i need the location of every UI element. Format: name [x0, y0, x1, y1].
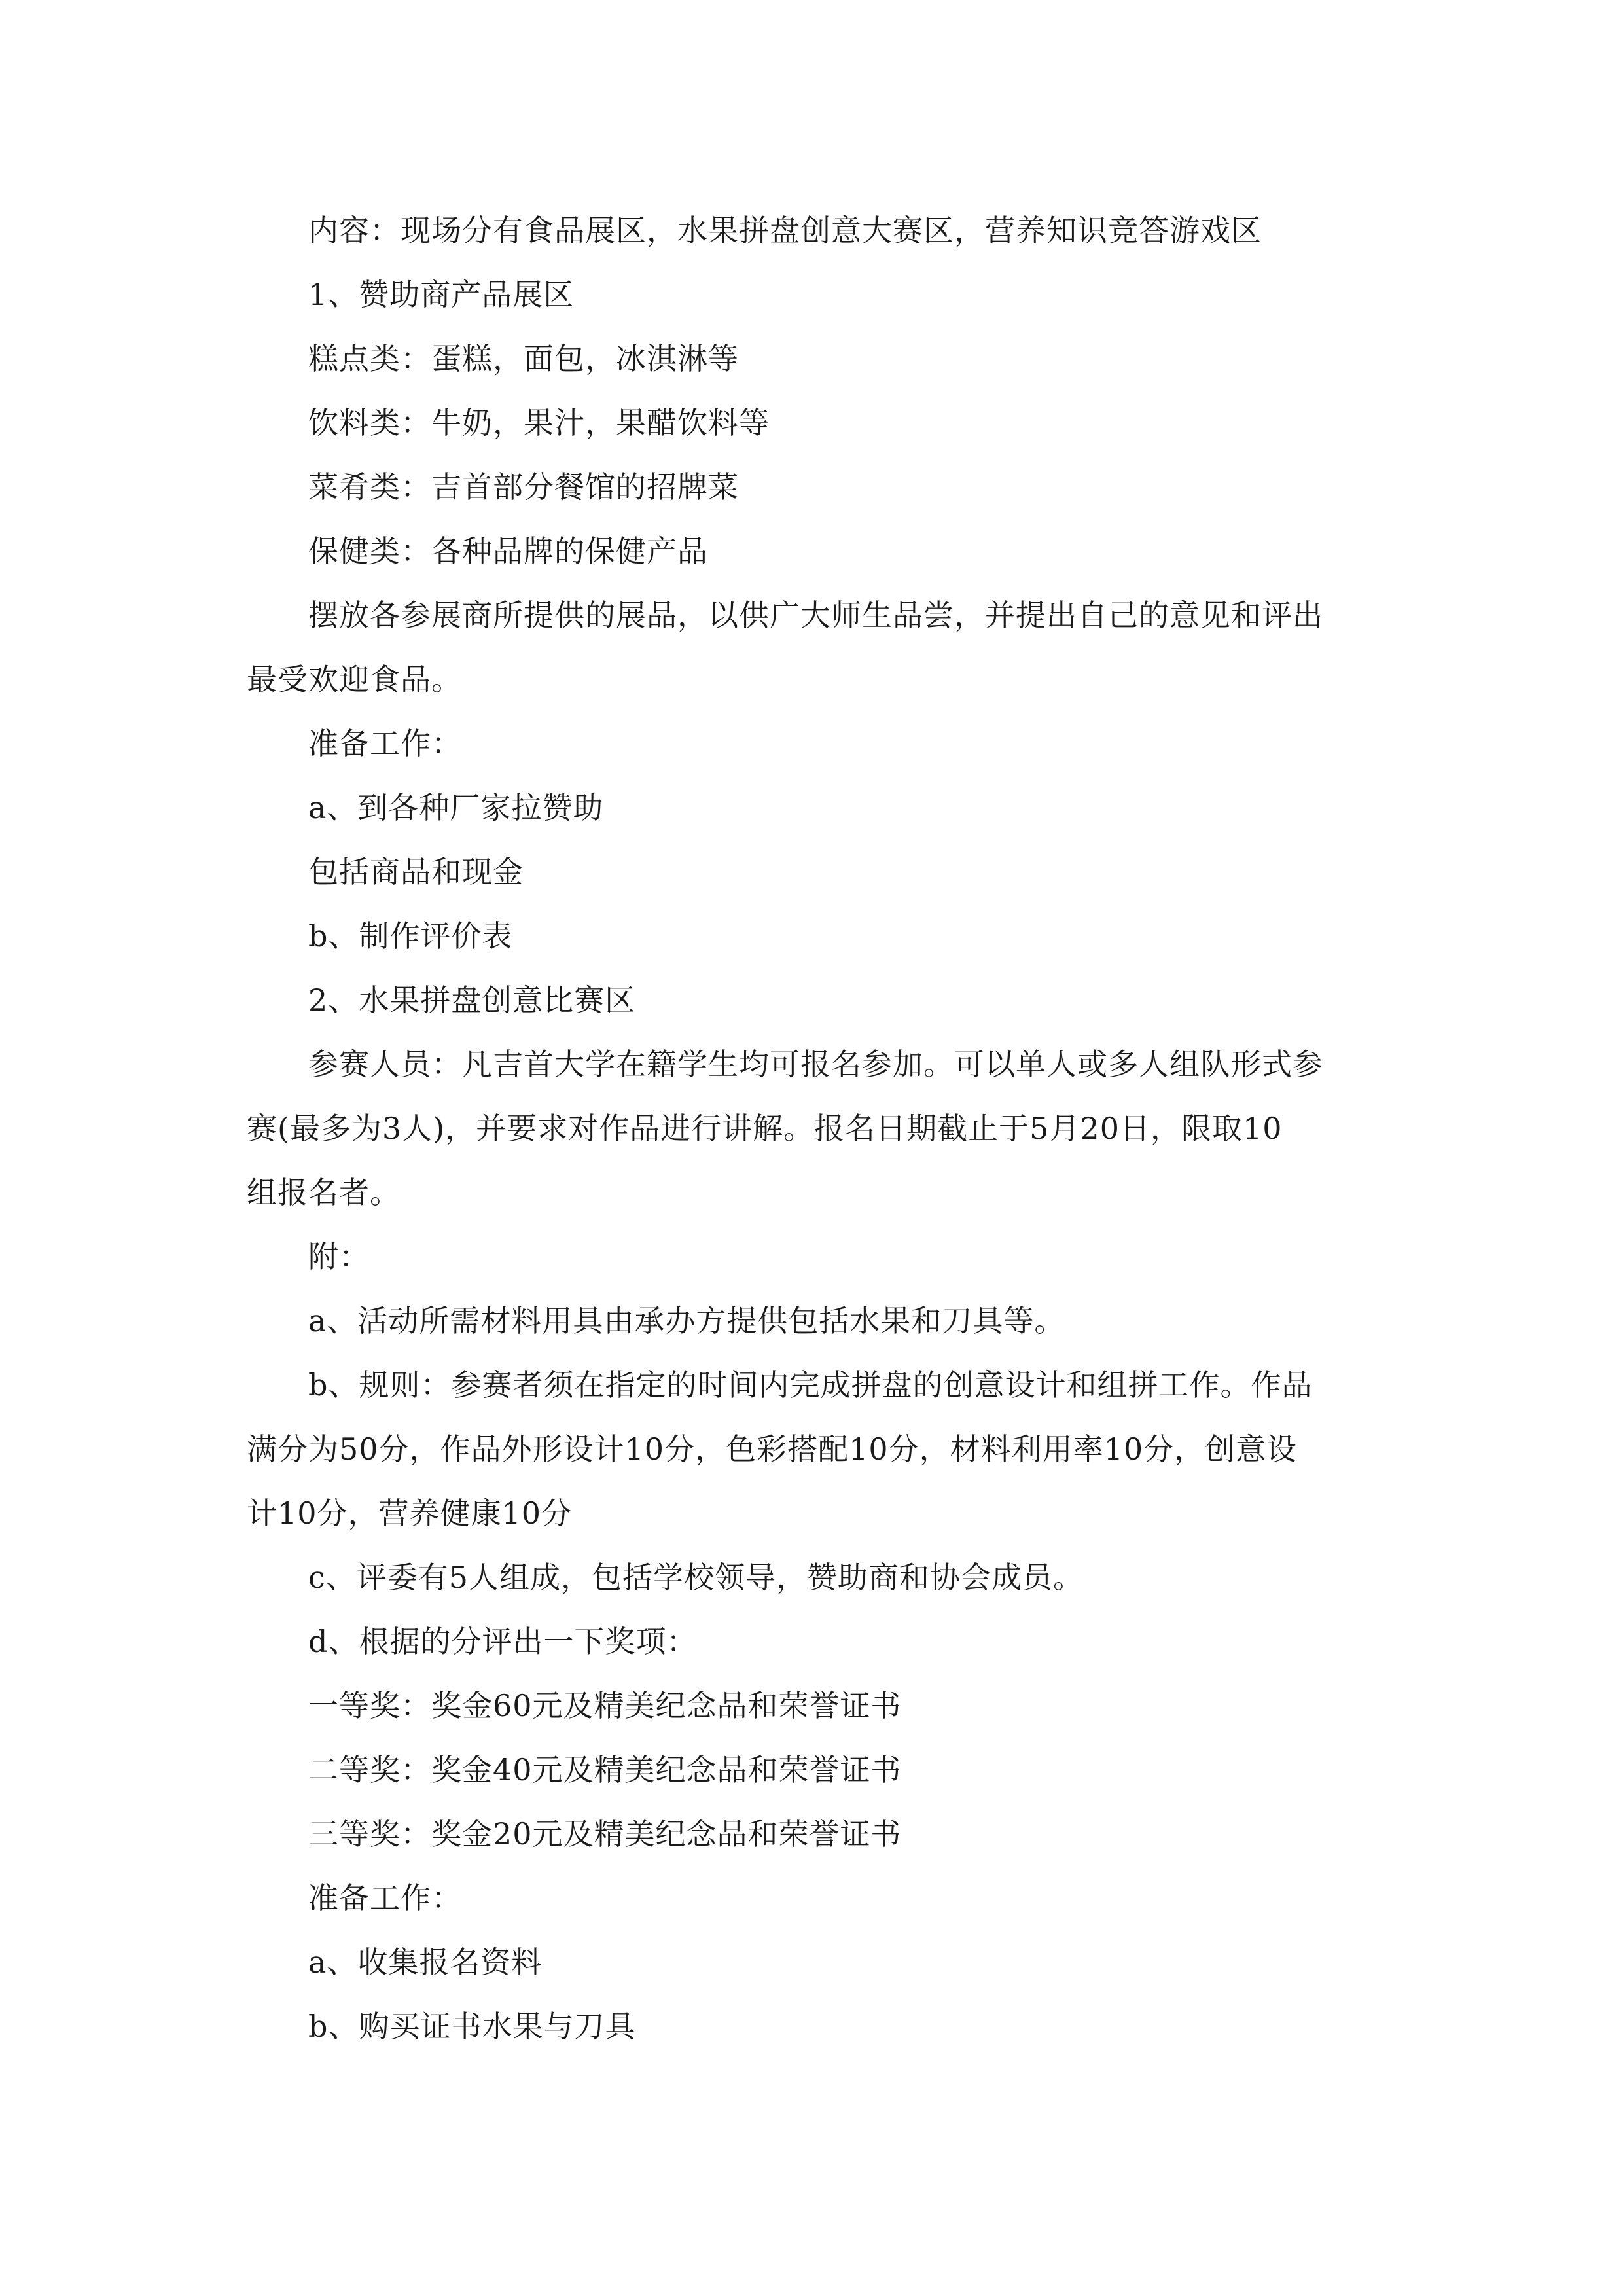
- text-line: a、到各种厂家拉赞助: [308, 790, 604, 825]
- text-line: b、制作评价表: [308, 918, 513, 954]
- text-line: 二等奖：奖金40元及精美纪念品和荣誉证书: [308, 1752, 902, 1787]
- text-line: a、活动所需材料用具由承办方提供包括水果和刀具等。: [308, 1303, 1065, 1338]
- text-line: 最受欢迎食品。: [247, 662, 462, 697]
- text-line: 参赛人员：凡吉首大学在籍学生均可报名参加。可以单人或多人组队形式参: [308, 1047, 1323, 1082]
- text-line: d、根据的分评出一下奖项：: [308, 1624, 698, 1659]
- text-line: 保健类：各种品牌的保健产品: [308, 533, 708, 569]
- text-line: a、收集报名资料: [308, 1945, 543, 1980]
- text-line: 内容：现场分有食品展区，水果拼盘创意大赛区，营养知识竞答游戏区: [308, 213, 1262, 248]
- text-line: 准备工作：: [308, 726, 462, 761]
- text-line: b、购买证书水果与刀具: [308, 2009, 636, 2044]
- text-line: 1、赞助商产品展区: [308, 277, 575, 312]
- text-line: 菜肴类：吉首部分餐馆的招牌菜: [308, 469, 739, 505]
- text-line: 组报名者。: [247, 1175, 401, 1210]
- text-line: 饮料类：牛奶，果汁，果醋饮料等: [308, 405, 770, 440]
- text-line: 包括商品和现金: [308, 854, 524, 889]
- text-line: 糕点类：蛋糕，面包，冰淇淋等: [308, 341, 739, 376]
- text-line: 摆放各参展商所提供的展品，以供广大师生品尝，并提出自己的意见和评出: [308, 598, 1323, 633]
- text-line: c、评委有5人组成，包括学校领导，赞助商和协会成员。: [308, 1560, 1084, 1595]
- text-line: 2、水果拼盘创意比赛区: [308, 982, 636, 1018]
- text-line: 附：: [308, 1239, 370, 1274]
- text-line: 三等奖：奖金20元及精美纪念品和荣誉证书: [308, 1816, 902, 1852]
- document-body: [247, 198, 1379, 2058]
- text-line: 准备工作：: [308, 1880, 462, 1916]
- text-line: b、规则：参赛者须在指定的时间内完成拼盘的创意设计和组拼工作。作品: [308, 1367, 1313, 1403]
- text-line: 满分为50分，作品外形设计10分，色彩搭配10分，材料利用率10分，创意设: [247, 1431, 1298, 1467]
- text-line: 一等奖：奖金60元及精美纪念品和荣誉证书: [308, 1688, 902, 1723]
- text-line: 计10分，营养健康10分: [247, 1496, 573, 1531]
- text-line: 赛(最多为3人)，并要求对作品进行讲解。报名日期截止于5月20日，限取10: [247, 1111, 1283, 1146]
